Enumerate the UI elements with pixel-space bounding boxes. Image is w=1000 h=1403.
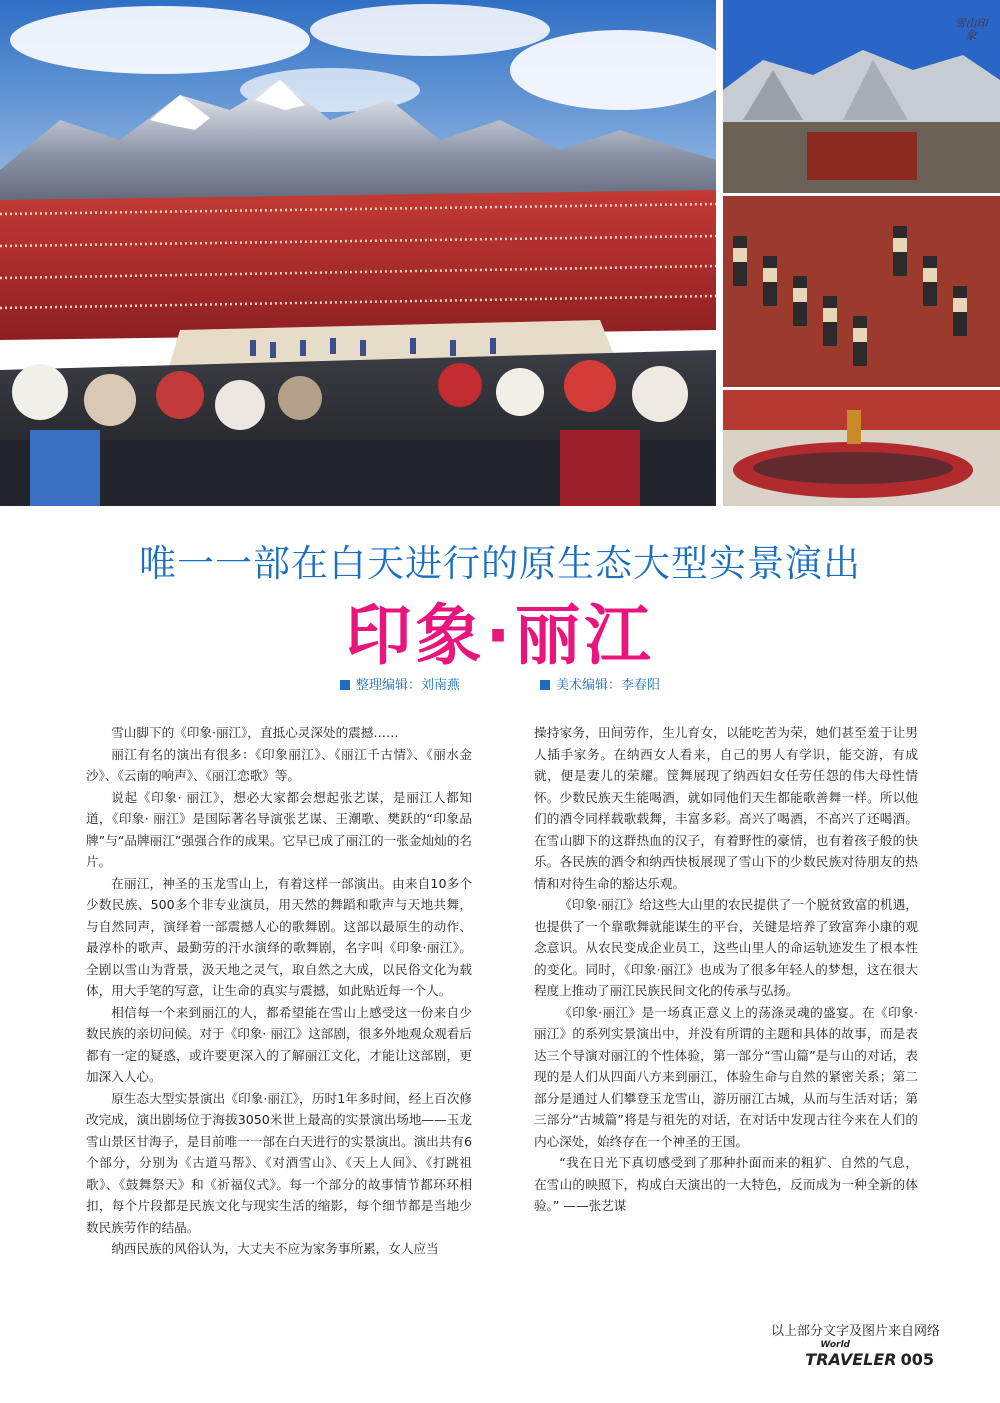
ceremony-photo-svg (723, 390, 1000, 506)
paragraph: 《印象·丽江》是一场真正意义上的荡涤灵魂的盛宴。在《印象·丽江》的系列实景演出中，并没有所谓的主题和具体的故事，而是表达三个导演对丽江的个性体验，第一部分“雪山篇”是与山的对话，表现的是人们从四面八方来到丽江，体验生命与自然的紧密关系；第二部分是通过人们攀登玉龙雪山，游历丽江古城，从而与生活对话；第三部分“古城篇”将是与祖先的对话，在对话中发现古往今来在人们的内心深处，始终存在一个神圣的王国。 (534, 1004, 918, 1149)
left-text-column (86, 722, 472, 1260)
compiling-editor-text: 整理编辑：刘南燕 (356, 678, 461, 693)
paragraph: 在丽江，神圣的玉龙雪山上，有着这样一部演出。由来自10多个少数民族、500多个非专业演员，用天然的舞蹈和歌声与天地共舞，与自然同声，演绎着一部震撼人心的歌舞剧。这部以最原生的动作、最淳朴的歌声、最勤劳的汗水演绎的歌舞剧，名字叫《印象·丽江》。全剧以雪山为背景，汲天地之灵气，取自然之大成，以民俗文化为载体，用大手笔的写意，让生命的真实与震撼，如此贴近每一个人。 (86, 875, 472, 998)
red-plaque (807, 132, 917, 180)
article-subtitle: 唯一一部在白天进行的原生态大型实景演出 (139, 542, 861, 585)
quote-paragraph: “我在日光下真切感受到了那种扑面而来的粗犷、自然的气息，在雪山的映照下，构成白天演出的一大特色，反而成为一种全新的体验。” ——张艺谋 (534, 1155, 918, 1213)
ceremony-photo (723, 390, 1000, 506)
square-bullet-icon (340, 680, 350, 690)
logo-text: 雪山印象 (954, 17, 988, 42)
performer-heads (753, 452, 953, 484)
page-number: 005 (900, 1350, 934, 1369)
art-editor-text: 美术编辑：李春阳 (556, 678, 661, 693)
paragraph: 《印象·丽江》给这些大山里的农民提供了一个脱贫致富的机遇，也提供了一个靠歌舞就能谋生的平台，关键是培养了致富奔小康的观念意识。从农民变成企业员工，这些山里人的命运轨迹发生了根本性的变化。同时，《印象·丽江》也成为了很多年轻人的梦想，这在很大程度上推动了丽江民族民间文化的传承与弘扬。 (534, 897, 918, 998)
paragraph: 原生态大型实景演出《印象·丽江》，历时1年多时间，经上百次修改完成，演出剧场位于海拔3050米世上最高的实景演出场地——玉龙雪山景区甘海子，是目前唯一一部在白天进行的实景演出。演出共有6个部分，分别为《古道马帮》、《对酒雪山》、《天上人间》、《打跳祖歌》、《鼓舞祭天》和《祈福仪式》。每一个部分的故事情节都环环相扣，每个片段都是民族文化与现实生活的缩影，每个细节都是当地少数民族劳作的结晶。 (86, 1090, 472, 1235)
page-footer (805, 1340, 934, 1369)
red-stage-terraces (0, 190, 716, 340)
dancers-photo (723, 196, 1000, 387)
brand-world: World (820, 1340, 850, 1350)
brand-traveler: TRAVELER (805, 1350, 897, 1369)
paragraph: 丽江有名的演出有很多：《印象丽江》、《丽江千古情》、《丽水金沙》、《云南的响声》、《丽江恋歌》等。 (86, 746, 472, 783)
cloud (310, 4, 550, 56)
paragraph-continued: 操持家务，田间劳作，生儿育女，以能吃苦为荣，她们甚至羞于让男人插手家务。在纳西女人看来，自己的男人有学识，能交游，有成就，便是妻儿的荣耀。筐舞展现了纳西妇女任劳任怨的伟大母性情怀。少数民族天生能喝酒，就如同他们天生都能歌善舞一样。所以他们的酒令同样载歌载舞，丰富多彩。高兴了喝酒，不高兴了还喝酒。在雪山脚下的这群热血的汉子，有着野性的豪情，也有着孩子般的快乐。各民族的酒令和纳西快板展现了雪山下的少数民族对待朋友的热情和对待生命的豁达乐观。 (534, 725, 918, 891)
red-backdrop (723, 390, 1000, 430)
image-source-credit: 以上部分文字及图片来自网络 (770, 1324, 940, 1339)
stone-wall-photo (723, 0, 1000, 193)
compiling-editor (340, 674, 460, 693)
audience-jacket (30, 430, 100, 506)
magazine-logo-mark (954, 18, 988, 42)
main-photo-svg (0, 0, 716, 506)
audience-jacket (560, 430, 640, 506)
paragraph: 纳西民族的风俗认为，大丈夫不应为家务事所累，女人应当 (111, 1241, 439, 1256)
paragraph: 说起《印象· 丽江》，想必大家都会想起张艺谋，是丽江人都知道，《印象· 丽江》是国际著名导演张艺谋、王潮歌、樊跃的“印象品牌”与“品牌丽江”强强合作的成果。它早已成了丽江的一张金灿灿的名片。 (86, 789, 472, 869)
brand-line (805, 1350, 934, 1369)
right-text-column (534, 722, 918, 1217)
shaman-figure (847, 410, 861, 444)
art-editor (540, 674, 660, 693)
square-bullet-icon (540, 680, 550, 690)
dancers-photo-svg (723, 196, 1000, 387)
paragraph: 雪山脚下的《印象·丽江》，直抵心灵深处的震撼…… (111, 725, 399, 740)
cloud (10, 6, 310, 74)
main-performance-photo (0, 0, 716, 506)
article-title: 印象·丽江 (345, 597, 655, 674)
paragraph: 相信每一个来到丽江的人，都希望能在雪山上感受这一份来自少数民族的亲切问候。对于《印象· 丽江》这部剧，很多外地观众观看后都有一定的疑惑，或许要更深入的了解丽江文化，才能让这部剧，更加深入人心。 (86, 1004, 472, 1084)
